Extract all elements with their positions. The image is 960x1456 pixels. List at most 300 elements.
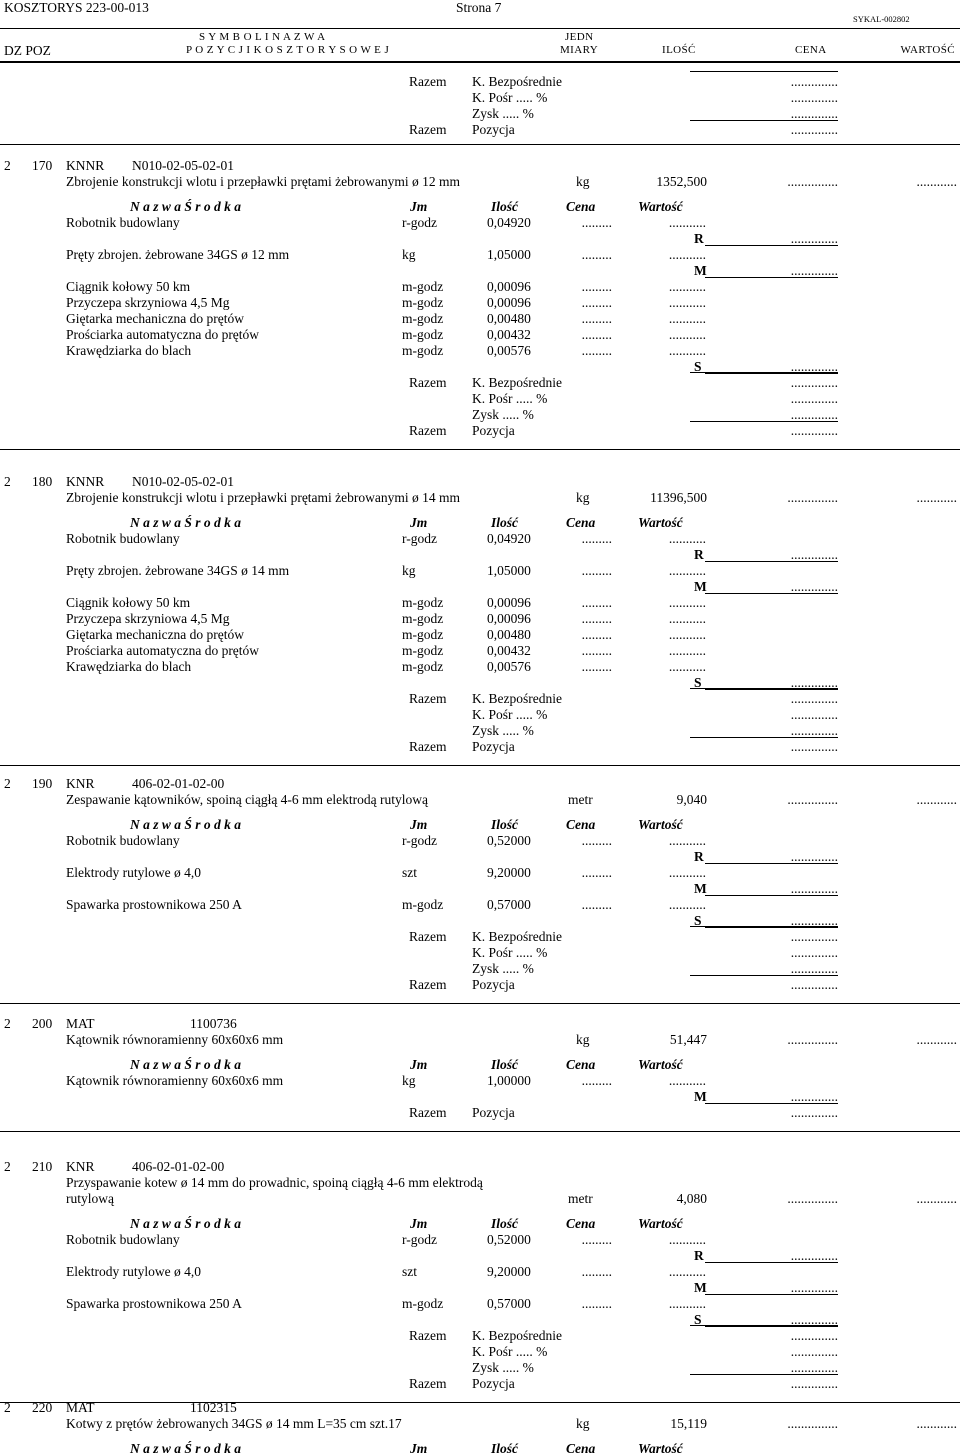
pos-210-unit: metr — [568, 1191, 593, 1206]
pos-210-summary-indirect-costs: K. Pośr ..... % — [472, 1344, 548, 1359]
pos-180-equipment-total-line — [705, 689, 838, 690]
pos-170-number: 170 — [32, 158, 53, 173]
pos-170-summary-profit: Zysk ..... % — [472, 407, 534, 422]
pos-210-equipment-total-line — [705, 1326, 838, 1327]
pos-180-equipment-1-qty: 0,00096 — [487, 611, 531, 626]
pos-180-summary-razem-label: Razem — [409, 691, 447, 706]
pos-180-labor-0-value: ........... — [668, 531, 706, 546]
pos-210-description-0: Przyspawanie kotew ø 14 mm do prowadnic, spoiną ciągłą 4-6 mm elektrodą — [66, 1175, 483, 1190]
pos-200-subheader-col-name: N a z w a Ś r o d k a — [130, 1057, 242, 1072]
pos-220-quantity: 15,119 — [670, 1416, 707, 1431]
pos-180-labor-0-qty: 0,04920 — [487, 531, 531, 546]
pos-190-labor-0-value: ........... — [668, 833, 706, 848]
pos-210-subheader-col-name: N a z w a Ś r o d k a — [130, 1216, 242, 1231]
pos-180-labor-total-value: .............. — [790, 547, 838, 562]
pos-170-equipment-2-qty: 0,00480 — [487, 311, 531, 326]
pos-210-equipment-total-label: S — [694, 1312, 702, 1327]
pos-210-section: 2 — [4, 1159, 11, 1174]
pos-170-basis: KNNR — [66, 158, 105, 173]
pos-180-equipment-0-name: Ciągnik kołowy 50 km — [66, 595, 191, 610]
pos-210-number: 210 — [32, 1159, 53, 1174]
top-summary-razem-label: Razem — [409, 74, 447, 89]
pos-220-value-dots: ............ — [916, 1416, 957, 1431]
pos-180-subheader-col-name: N a z w a Ś r o d k a — [130, 515, 242, 530]
pos-180-material-total-value: .............. — [790, 579, 838, 594]
pos-210-material-0-unit: szt — [402, 1264, 417, 1279]
pos-210-subheader-col-unit: Jm — [410, 1216, 428, 1231]
pos-210-quantity: 4,080 — [676, 1191, 707, 1206]
pos-210-summary-razem-label: Razem — [409, 1328, 447, 1343]
pos-180-summary-profit-line — [690, 737, 838, 738]
pos-180-labor-total-line — [705, 561, 838, 562]
pos-210-labor-0-name: Robotnik budowlany — [66, 1232, 180, 1247]
pos-170-equipment-0-name: Ciągnik kołowy 50 km — [66, 279, 191, 294]
pos-170-summary-direct-costs: K. Bezpośrednie — [472, 375, 562, 390]
pos-170-equipment-2-value: ........... — [668, 311, 706, 326]
pos-170-summary-direct-line — [690, 372, 838, 373]
pos-180-equipment-4-name: Krawędziarka do blach — [66, 659, 192, 674]
header-position-name: P O Z Y C J I K O S Z T O R Y S O W E J — [186, 44, 390, 56]
pos-200-material-total-line — [705, 1103, 838, 1104]
pos-170-labor-0-unit: r-godz — [402, 215, 437, 230]
pos-210-material-0-price: ......... — [581, 1264, 612, 1279]
pos-170-labor-total-label: R — [694, 231, 704, 246]
pos-170-labor-total-value: .............. — [790, 231, 838, 246]
pos-200-material-0-value: ........... — [668, 1073, 706, 1088]
pos-180-labor-0-name: Robotnik budowlany — [66, 531, 180, 546]
top-summary-position-total: Pozycja — [472, 122, 515, 137]
pos-180-description-0: Zbrojenie konstrukcji wlotu i przepławki prętami żebrowanymi ø 14 mm — [66, 490, 461, 505]
pos-220-subheader-col-unit: Jm — [410, 1441, 428, 1456]
pos-190-equipment-0-qty: 0,57000 — [487, 897, 531, 912]
pos-210-labor-total-value: .............. — [790, 1248, 838, 1263]
top-summary-profit: Zysk ..... % — [472, 106, 534, 121]
pos-170-quantity: 1352,500 — [656, 174, 707, 189]
pos-170-subheader-col-unit: Jm — [410, 199, 428, 214]
pos-170-equipment-1-qty: 0,00096 — [487, 295, 531, 310]
pos-170-equipment-3-name: Prościarka automatyczna do prętów — [66, 327, 260, 342]
pos-180-equipment-0-qty: 0,00096 — [487, 595, 531, 610]
pos-200-section: 2 — [4, 1016, 11, 1031]
pos-170-material-0-qty: 1,05000 — [487, 247, 531, 262]
top-summary-profit-line — [690, 120, 838, 121]
pos-210-labor-total-label: R — [694, 1248, 704, 1263]
pos-170-section: 2 — [4, 158, 11, 173]
pos-170-equipment-2-price: ......... — [581, 311, 612, 326]
pos-170-equipment-3-value: ........... — [668, 327, 706, 342]
pos-200-description-0: Kątownik równoramienny 60x60x6 mm — [66, 1032, 284, 1047]
pos-180-labor-0-unit: r-godz — [402, 531, 437, 546]
pos-210-labor-0-unit: r-godz — [402, 1232, 437, 1247]
pos-180-material-total-line — [705, 593, 838, 594]
pos-210-equipment-0-price: ......... — [581, 1296, 612, 1311]
pos-190-price-dots: ............... — [787, 792, 838, 807]
pos-210-material-total-line — [705, 1294, 838, 1295]
pos-200-unit: kg — [576, 1032, 590, 1047]
top-summary-indirect-costs-value: .............. — [790, 90, 838, 105]
pos-190-description-0: Zespawanie kątowników, spoiną ciągłą 4-6 mm elektrodą rutylową — [66, 792, 429, 807]
pos-180-quantity: 11396,500 — [650, 490, 707, 505]
pos-190-labor-total-label: R — [694, 849, 704, 864]
pos-170-summary-razem-label: Razem — [409, 375, 447, 390]
pos-180-summary-direct-costs-value: .............. — [790, 691, 838, 706]
pos-170-equipment-3-unit: m-godz — [402, 327, 444, 342]
pos-190-material-0-qty: 9,20000 — [487, 865, 531, 880]
pos-220-subheader-col-name: N a z w a Ś r o d k a — [130, 1441, 242, 1456]
pos-190-labor-0-price: ......... — [581, 833, 612, 848]
pos-190-value-dots: ............ — [916, 792, 957, 807]
pos-170-subheader-col-price: Cena — [566, 199, 596, 214]
top-summary-direct-costs: K. Bezpośrednie — [472, 74, 562, 89]
pos-180-summary-indirect-costs-value: .............. — [790, 707, 838, 722]
pos-210-summary-profit: Zysk ..... % — [472, 1360, 534, 1375]
pos-210-labor-total-line — [705, 1262, 838, 1263]
top-summary-position-total-value: .............. — [790, 122, 838, 137]
pos-180-number: 180 — [32, 474, 53, 489]
pos-200-material-0-name: Kątownik równoramienny 60x60x6 mm — [66, 1073, 284, 1088]
pos-170-summary-profit-line — [690, 421, 838, 422]
pos-170-equipment-total-label: S — [694, 359, 702, 374]
pos-180-subheader-col-value: Wartość — [638, 515, 683, 530]
pos-220-unit: kg — [576, 1416, 590, 1431]
pos-170-equipment-total-value: .............. — [790, 359, 838, 374]
header-unit-line1: JEDN — [565, 31, 594, 43]
pos-170-equipment-total-line — [705, 373, 838, 374]
pos-180-equipment-total-label: S — [694, 675, 702, 690]
pos-180-equipment-2-name: Giętarka mechaniczna do prętów — [66, 627, 245, 642]
pos-170-material-total-value: .............. — [790, 263, 838, 278]
pos-190-unit: metr — [568, 792, 593, 807]
pos-170-material-0-unit: kg — [402, 247, 416, 262]
pos-200-material-0-unit: kg — [402, 1073, 416, 1088]
pos-190-equipment-0-price: ......... — [581, 897, 612, 912]
pos-210-equipment-0-unit: m-godz — [402, 1296, 444, 1311]
pos-210-subheader-col-value: Wartość — [638, 1216, 683, 1231]
pos-170-labor-total-line — [705, 245, 838, 246]
page-number: Strona 7 — [456, 0, 502, 15]
pos-220-code: 1102315 — [190, 1400, 237, 1415]
pos-190-summary-direct-line — [690, 926, 838, 927]
pos-210-summary-indirect-costs-value: .............. — [790, 1344, 838, 1359]
pos-170-code: N010-02-05-02-01 — [132, 158, 234, 173]
pos-180-subheader-col-unit: Jm — [410, 515, 428, 530]
pos-190-subheader-col-unit: Jm — [410, 817, 428, 832]
pos-210-summary-razem2-label: Razem — [409, 1376, 447, 1391]
pos-190-basis: KNR — [66, 776, 95, 791]
pos-170-summary-position-total-value: .............. — [790, 423, 838, 438]
header-value: WARTOŚĆ — [900, 44, 955, 56]
pos-200-code: 1100736 — [190, 1016, 237, 1031]
pos-180-equipment-2-unit: m-godz — [402, 627, 444, 642]
pos-210-basis: KNR — [66, 1159, 95, 1174]
pos-200-material-total-label: M — [694, 1089, 707, 1104]
pos-170-equipment-4-name: Krawędziarka do blach — [66, 343, 192, 358]
pos-190-material-total-label: M — [694, 881, 707, 896]
pos-200-divider — [0, 1131, 960, 1132]
pos-220-description-0: Kotwy z prętów żebrowanych 34GS ø 14 mm L=35 cm szt.17 — [66, 1416, 402, 1431]
pos-190-material-total-line — [705, 895, 838, 896]
pos-190-summary-razem-label: Razem — [409, 929, 447, 944]
pos-220-price-dots: ............... — [787, 1416, 838, 1431]
header-unit-line2: MIARY — [560, 44, 599, 56]
pos-210-code: 406-02-01-02-00 — [132, 1159, 225, 1174]
pos-170-equipment-0-value: ........... — [668, 279, 706, 294]
pos-190-subheader-col-name: N a z w a Ś r o d k a — [130, 817, 242, 832]
pos-180-summary-indirect-costs: K. Pośr ..... % — [472, 707, 548, 722]
pos-170-price-dots: ............... — [787, 174, 838, 189]
pos-170-equipment-0-price: ......... — [581, 279, 612, 294]
pos-190-summary-profit-line — [690, 975, 838, 976]
pos-210-material-total-value: .............. — [790, 1280, 838, 1295]
pos-180-equipment-4-unit: m-godz — [402, 659, 444, 674]
pos-180-equipment-4-qty: 0,00576 — [487, 659, 531, 674]
pos-210-equipment-total-value: .............. — [790, 1312, 838, 1327]
pos-200-basis: MAT — [66, 1016, 95, 1031]
pos-170-summary-position-total: Pozycja — [472, 423, 515, 438]
pos-180-summary-position-total-value: .............. — [790, 739, 838, 754]
pos-170-summary-direct-costs-value: .............. — [790, 375, 838, 390]
top-summary-profit-value: .............. — [790, 106, 838, 121]
pos-220-subheader-col-value: Wartość — [638, 1441, 683, 1456]
pos-180-section: 2 — [4, 474, 11, 489]
pos-180-equipment-2-value: ........... — [668, 627, 706, 642]
pos-200-subheader-col-value: Wartość — [638, 1057, 683, 1072]
header-quantity: ILOŚĆ — [662, 44, 696, 56]
pos-190-material-0-price: ......... — [581, 865, 612, 880]
pos-200-material-total-value: .............. — [790, 1089, 838, 1104]
pos-190-summary-position-total: Pozycja — [472, 977, 515, 992]
pos-180-value-dots: ............ — [916, 490, 957, 505]
pos-180-equipment-0-unit: m-godz — [402, 595, 444, 610]
pos-180-equipment-total-value: .............. — [790, 675, 838, 690]
pos-210-labor-0-qty: 0,52000 — [487, 1232, 531, 1247]
pos-180-material-0-value: ........... — [668, 563, 706, 578]
pos-210-description-1: rutylową — [66, 1191, 114, 1206]
pos-190-number: 190 — [32, 776, 53, 791]
pos-210-labor-0-price: ......... — [581, 1232, 612, 1247]
pos-180-equipment-2-price: ......... — [581, 627, 612, 642]
pos-180-equipment-3-unit: m-godz — [402, 643, 444, 658]
pos-170-material-0-name: Pręty zbrojen. żebrowane 34GS ø 12 mm — [66, 247, 290, 262]
pos-180-divider — [0, 765, 960, 766]
pos-180-material-0-qty: 1,05000 — [487, 563, 531, 578]
pos-190-divider — [0, 1003, 960, 1004]
pos-200-subheader-col-unit: Jm — [410, 1057, 428, 1072]
pos-170-equipment-4-value: ........... — [668, 343, 706, 358]
pos-180-summary-direct-line — [690, 688, 838, 689]
pos-200-material-0-qty: 1,00000 — [487, 1073, 531, 1088]
pos-180-equipment-3-price: ......... — [581, 643, 612, 658]
pos-170-equipment-3-price: ......... — [581, 327, 612, 342]
pos-190-material-0-value: ........... — [668, 865, 706, 880]
pos-170-material-total-label: M — [694, 263, 707, 278]
pos-180-material-0-price: ......... — [581, 563, 612, 578]
pos-170-subheader-col-name: N a z w a Ś r o d k a — [130, 199, 242, 214]
pos-180-summary-position-total: Pozycja — [472, 739, 515, 754]
pos-170-subheader-col-value: Wartość — [638, 199, 683, 214]
pos-180-equipment-1-unit: m-godz — [402, 611, 444, 626]
pos-190-equipment-total-value: .............. — [790, 913, 838, 928]
pos-190-summary-position-total-value: .............. — [790, 977, 838, 992]
pos-210-price-dots: ............... — [787, 1191, 838, 1206]
pos-190-code: 406-02-01-02-00 — [132, 776, 225, 791]
pos-190-subheader-col-price: Cena — [566, 817, 596, 832]
pos-180-code: N010-02-05-02-01 — [132, 474, 234, 489]
pos-180-labor-total-label: R — [694, 547, 704, 562]
pos-180-summary-profit-value: .............. — [790, 723, 838, 738]
pos-190-quantity: 9,040 — [676, 792, 707, 807]
pos-170-summary-indirect-costs-value: .............. — [790, 391, 838, 406]
pos-170-labor-0-value: ........... — [668, 215, 706, 230]
pos-190-equipment-total-line — [705, 927, 838, 928]
pos-190-subheader-col-qty: Ilość — [491, 817, 518, 832]
pos-200-summary-position-total: Pozycja — [472, 1105, 515, 1120]
pos-190-summary-direct-costs: K. Bezpośrednie — [472, 929, 562, 944]
pos-190-labor-total-value: .............. — [790, 849, 838, 864]
pos-180-equipment-3-value: ........... — [668, 643, 706, 658]
pos-170-summary-indirect-costs: K. Pośr ..... % — [472, 391, 548, 406]
pos-170-material-0-value: ........... — [668, 247, 706, 262]
pos-220-number: 220 — [32, 1400, 53, 1415]
pos-180-equipment-1-value: ........... — [668, 611, 706, 626]
header-divider-top — [0, 28, 960, 29]
pos-220-section: 2 — [4, 1400, 11, 1415]
pos-170-equipment-2-name: Giętarka mechaniczna do prętów — [66, 311, 245, 326]
pos-180-material-0-unit: kg — [402, 563, 416, 578]
top-summary-direct-line — [690, 71, 838, 72]
pos-210-divider — [0, 1402, 960, 1403]
pos-180-equipment-4-price: ......... — [581, 659, 612, 674]
pos-200-price-dots: ............... — [787, 1032, 838, 1047]
pos-180-labor-0-price: ......... — [581, 531, 612, 546]
pos-170-equipment-0-unit: m-godz — [402, 279, 444, 294]
pos-210-material-0-name: Elektrody rutylowe ø 4,0 — [66, 1264, 201, 1279]
pos-170-material-0-price: ......... — [581, 247, 612, 262]
pos-180-equipment-3-name: Prościarka automatyczna do prętów — [66, 643, 260, 658]
pos-170-summary-razem2-label: Razem — [409, 423, 447, 438]
pos-170-equipment-1-name: Przyczepa skrzyniowa 4,5 Mg — [66, 295, 230, 310]
pos-190-subheader-col-value: Wartość — [638, 817, 683, 832]
pos-190-equipment-0-name: Spawarka prostownikowa 250 A — [66, 897, 242, 912]
header-divider-bottom — [0, 61, 960, 63]
pos-180-summary-direct-costs: K. Bezpośrednie — [472, 691, 562, 706]
pos-190-labor-0-name: Robotnik budowlany — [66, 833, 180, 848]
pos-200-subheader-col-qty: Ilość — [491, 1057, 518, 1072]
pos-190-labor-0-unit: r-godz — [402, 833, 437, 848]
pos-220-basis: MAT — [66, 1400, 95, 1415]
pos-170-subheader-col-qty: Ilość — [491, 199, 518, 214]
document-title: KOSZTORYS 223-00-013 — [4, 0, 149, 15]
pos-210-summary-profit-line — [690, 1374, 838, 1375]
pos-170-equipment-2-unit: m-godz — [402, 311, 444, 326]
header-price: CENA — [795, 44, 827, 56]
pos-210-equipment-0-qty: 0,57000 — [487, 1296, 531, 1311]
pos-190-summary-indirect-costs: K. Pośr ..... % — [472, 945, 548, 960]
pos-170-labor-0-name: Robotnik budowlany — [66, 215, 180, 230]
pos-210-material-total-label: M — [694, 1280, 707, 1295]
pos-210-material-0-value: ........... — [668, 1264, 706, 1279]
pos-180-subheader-col-qty: Ilość — [491, 515, 518, 530]
pos-180-equipment-2-qty: 0,00480 — [487, 627, 531, 642]
pos-210-summary-position-total-value: .............. — [790, 1376, 838, 1391]
pos-200-quantity: 51,447 — [669, 1032, 707, 1047]
pos-180-equipment-0-price: ......... — [581, 595, 612, 610]
pos-200-summary-position-total-value: .............. — [790, 1105, 838, 1120]
pos-190-equipment-0-value: ........... — [668, 897, 706, 912]
pos-170-material-total-line — [705, 277, 838, 278]
pos-180-material-0-name: Pręty zbrojen. żebrowane 34GS ø 14 mm — [66, 563, 290, 578]
pos-170-value-dots: ............ — [916, 174, 957, 189]
pos-190-material-0-name: Elektrody rutylowe ø 4,0 — [66, 865, 201, 880]
pos-170-labor-0-price: ......... — [581, 215, 612, 230]
pos-190-summary-razem2-label: Razem — [409, 977, 447, 992]
pos-210-summary-direct-costs: K. Bezpośrednie — [472, 1328, 562, 1343]
pos-170-labor-0-qty: 0,04920 — [487, 215, 531, 230]
pos-210-summary-direct-line — [690, 1325, 838, 1326]
top-summary-indirect-costs: K. Pośr ..... % — [472, 90, 548, 105]
pos-180-equipment-1-name: Przyczepa skrzyniowa 4,5 Mg — [66, 611, 230, 626]
position-divider — [0, 144, 960, 145]
pos-180-equipment-1-price: ......... — [581, 611, 612, 626]
pos-210-summary-direct-costs-value: .............. — [790, 1328, 838, 1343]
pos-170-equipment-4-qty: 0,00576 — [487, 343, 531, 358]
pos-190-summary-profit: Zysk ..... % — [472, 961, 534, 976]
pos-190-summary-direct-costs-value: .............. — [790, 929, 838, 944]
pos-190-equipment-total-label: S — [694, 913, 702, 928]
pos-180-equipment-4-value: ........... — [668, 659, 706, 674]
pos-170-equipment-4-price: ......... — [581, 343, 612, 358]
pos-200-summary-razem2-label: Razem — [409, 1105, 447, 1120]
pos-190-summary-indirect-costs-value: .............. — [790, 945, 838, 960]
pos-170-equipment-1-price: ......... — [581, 295, 612, 310]
pos-190-material-total-value: .............. — [790, 881, 838, 896]
pos-210-material-0-qty: 9,20000 — [487, 1264, 531, 1279]
pos-220-subheader-col-price: Cena — [566, 1441, 596, 1456]
pos-170-unit: kg — [576, 174, 590, 189]
top-summary-razem2-label: Razem — [409, 122, 447, 137]
pos-210-labor-0-value: ........... — [668, 1232, 706, 1247]
pos-180-material-total-label: M — [694, 579, 707, 594]
pos-210-subheader-col-qty: Ilość — [491, 1216, 518, 1231]
pos-180-equipment-0-value: ........... — [668, 595, 706, 610]
pos-190-section: 2 — [4, 776, 11, 791]
pos-210-summary-position-total: Pozycja — [472, 1376, 515, 1391]
pos-180-unit: kg — [576, 490, 590, 505]
pos-190-labor-0-qty: 0,52000 — [487, 833, 531, 848]
pos-200-material-0-price: ......... — [581, 1073, 612, 1088]
pos-170-equipment-0-qty: 0,00096 — [487, 279, 531, 294]
pos-180-basis: KNNR — [66, 474, 105, 489]
header-symbol-name: S Y M B O L I N A Z W A — [199, 31, 326, 43]
pos-190-summary-profit-value: .............. — [790, 961, 838, 976]
pos-210-equipment-0-name: Spawarka prostownikowa 250 A — [66, 1296, 242, 1311]
pos-180-subheader-col-price: Cena — [566, 515, 596, 530]
top-summary-direct-costs-value: .............. — [790, 74, 838, 89]
header-dz-poz: DZ POZ — [4, 43, 51, 58]
pos-210-subheader-col-price: Cena — [566, 1216, 596, 1231]
pos-190-labor-total-line — [705, 863, 838, 864]
pos-200-number: 200 — [32, 1016, 53, 1031]
pos-170-equipment-3-qty: 0,00432 — [487, 327, 531, 342]
pos-170-summary-profit-value: .............. — [790, 407, 838, 422]
pos-180-summary-profit: Zysk ..... % — [472, 723, 534, 738]
pos-200-value-dots: ............ — [916, 1032, 957, 1047]
pos-210-equipment-0-value: ........... — [668, 1296, 706, 1311]
pos-200-subheader-col-price: Cena — [566, 1057, 596, 1072]
pos-180-price-dots: ............... — [787, 490, 838, 505]
pos-190-equipment-0-unit: m-godz — [402, 897, 444, 912]
pos-170-equipment-4-unit: m-godz — [402, 343, 444, 358]
